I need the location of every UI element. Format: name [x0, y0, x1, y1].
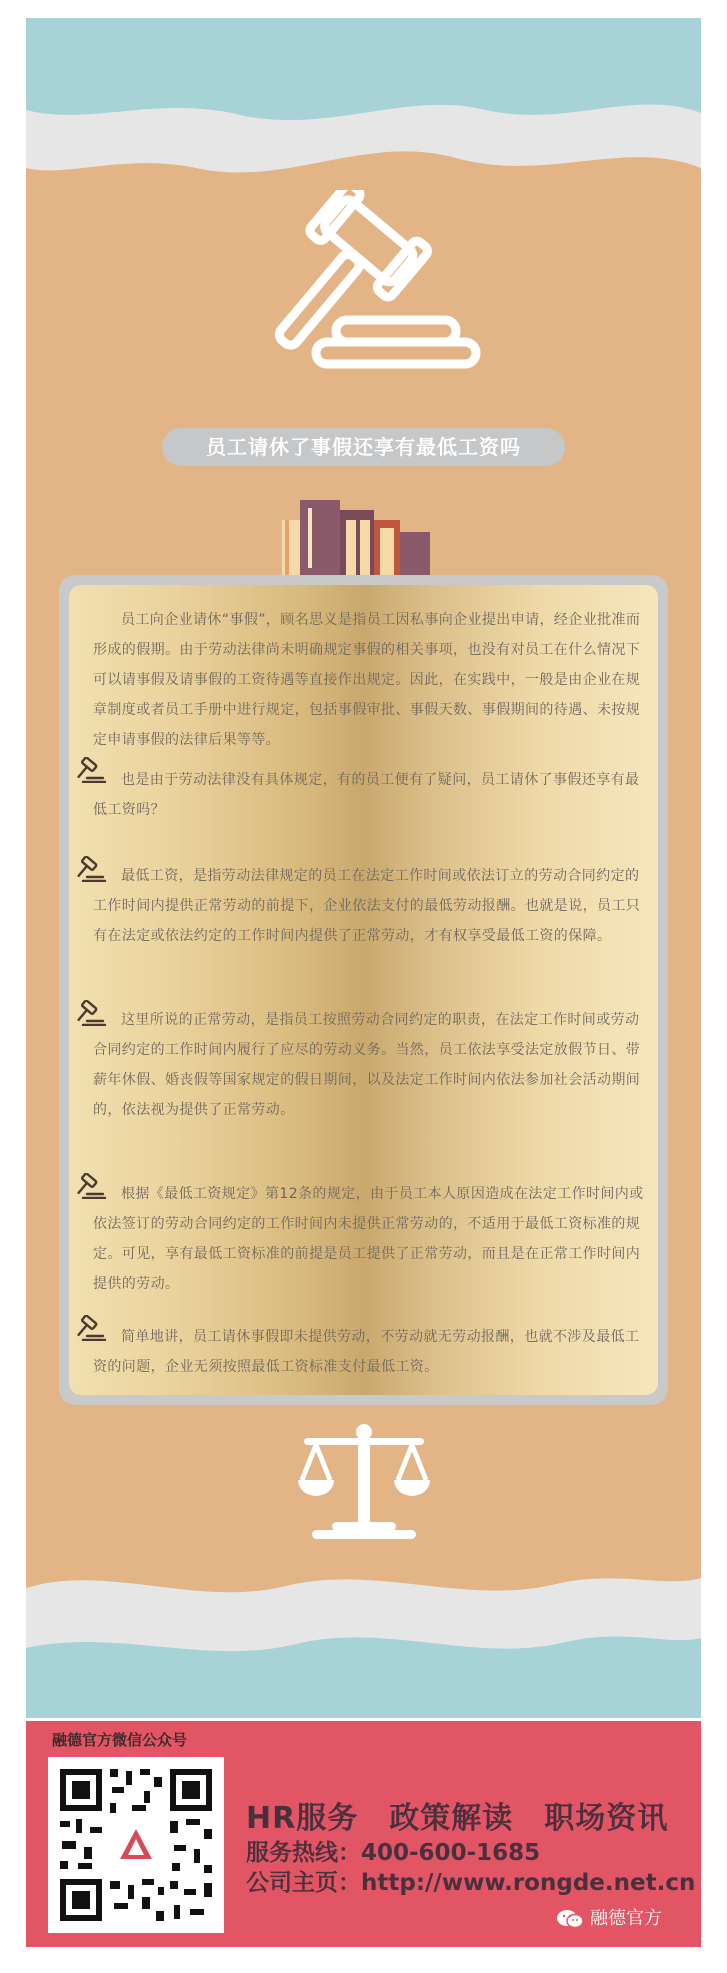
paragraph-2-text: 也是由于劳动法律没有具体规定，有的员工便有了疑问，员工请休了事假还享有最低工资吗？ — [93, 772, 640, 818]
company-homepage[interactable]: 公司主页：http://www.rongde.net.cn — [246, 1870, 696, 1896]
bottom-wave-decoration — [26, 1548, 701, 1718]
poster — [26, 18, 701, 1718]
scale-icon — [294, 1418, 434, 1546]
footer-banner — [26, 1721, 701, 1947]
qr-code-image — [48, 1757, 224, 1933]
paragraph-1-text: 员工向企业请休“事假”，顾名思义是指员工因私事向企业提出申请，经企业批准而形成的假期。由于劳动法律尚未明确规定事假的相关事项，也没有对员工在什么情况下可以请事假及请事假的工资待遇等直接作出规定。因此，在实践中，一般是由企业在规章制度或者员工手册中进行规定，包括事假审批、事假天数、事假期间的待遇、未按规定申请事假的法律后果等等。 — [93, 612, 641, 748]
paragraph-6 — [93, 1322, 645, 1382]
paragraph-3-text: 最低工资，是指劳动法律规定的员工在法定工作时间或依法订立的劳动合同约定的工作时间内提供正常劳动的前提下，企业依法支付的最低劳动报酬。也就是说，员工只有在法定或依法约定的工作时间内提供了正常劳动，才有权享受最低工资的保障。 — [93, 868, 641, 944]
wechat-name: 融德官方 — [590, 1908, 662, 1929]
paragraph-2 — [93, 765, 645, 825]
paragraph-5 — [93, 1179, 645, 1299]
page-title: 员工请休了事假还享有最低工资吗 — [162, 428, 565, 466]
wechat-account — [556, 1904, 662, 1930]
paragraph-1 — [93, 605, 645, 755]
content-card — [69, 585, 658, 1395]
top-wave-decoration — [26, 18, 701, 208]
service-hotline[interactable]: 服务热线：400-600-1685 — [246, 1840, 541, 1866]
wechat-icon — [556, 1909, 584, 1929]
services-slogan: HR服务 政策解读 职场资讯 — [246, 1801, 669, 1836]
qr-code[interactable] — [48, 1757, 224, 1933]
footer-title: 融德官方微信公众号 — [52, 1731, 188, 1749]
paragraph-5-text: 根据《最低工资规定》第12条的规定，由于员工本人原因造成在法定工作时间内或依法签订的劳动合同约定的工作时间内未提供正常劳动的，不适用于最低工资标准的规定。可见，享有最低工资标准的前提是员工提供了正常劳动，而且是在正常工作时间内提供的劳动。 — [93, 1186, 644, 1292]
gavel-icon — [256, 190, 486, 370]
paragraph-4-text: 这里所说的正常劳动，是指员工按照劳动合同约定的职责，在法定工作时间或劳动合同约定的工作时间内履行了应尽的劳动义务。当然，员工依法享受法定放假节日、带薪年休假、婚丧假等国家规定的假日期间，以及法定工作时间内依法参加社会活动期间的，依法视为提供了正常劳动。 — [93, 1012, 641, 1118]
paragraph-3 — [93, 861, 645, 951]
paragraph-4 — [93, 1005, 645, 1125]
paragraph-6-text: 简单地讲，员工请休事假即未提供劳动，不劳动就无劳动报酬，也就不涉及最低工资的问题，企业无须按照最低工资标准支付最低工资。 — [93, 1329, 640, 1375]
content-card-frame — [59, 575, 668, 1405]
